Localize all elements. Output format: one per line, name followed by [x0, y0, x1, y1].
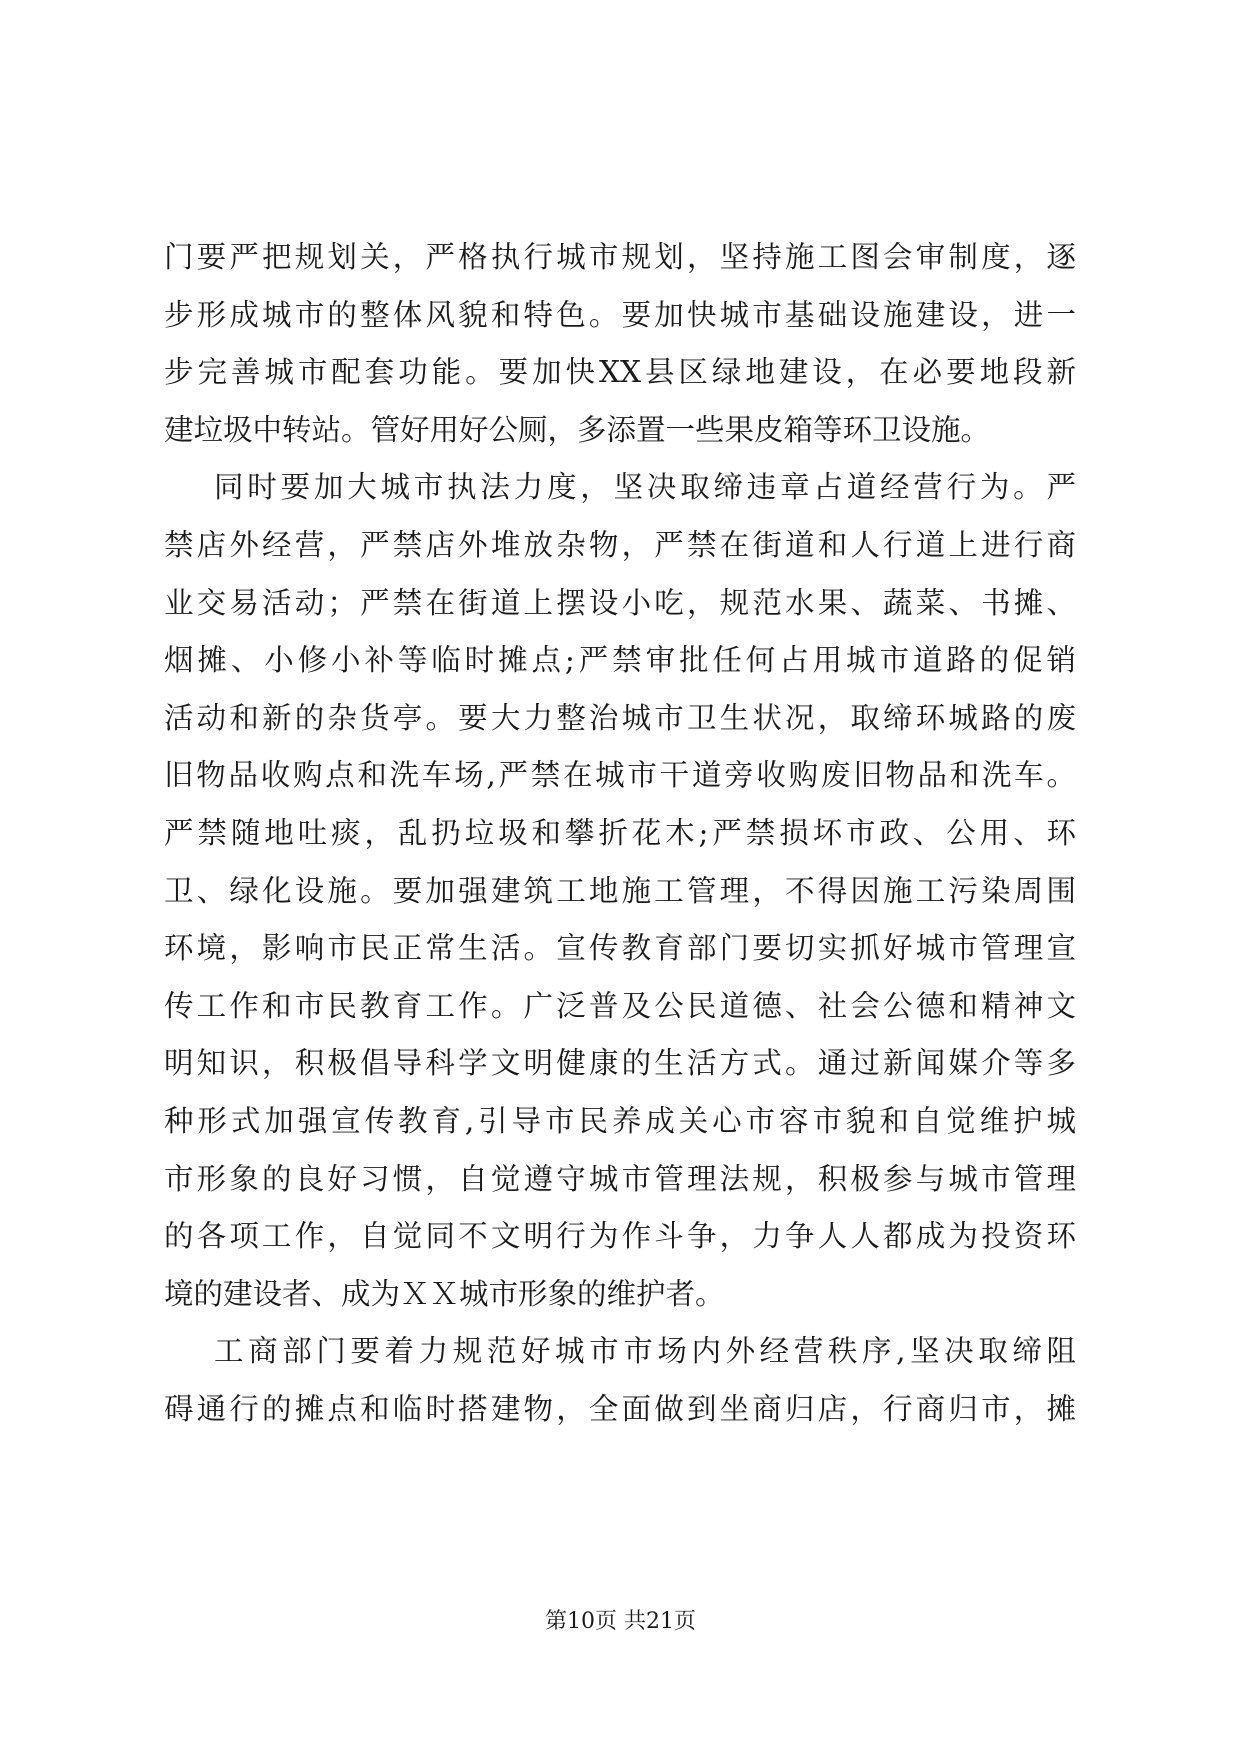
text-line: 明知识，积极倡导科学文明健康的生活方式。通过新闻媒介等多 — [164, 1046, 1076, 1081]
text-line: 境的建设者、成为ＸＸ城市形象的维护者。 — [164, 1276, 725, 1311]
text-line: 旧物品收购点和洗车场,严禁在城市干道旁收购废旧物品和洗车。 — [164, 758, 1076, 793]
text-line: 同时要加大城市执法力度，坚决取缔违章占道经营行为。严 — [214, 470, 1076, 505]
text-line: 种形式加强宣传教育,引导市民养成关心市容市貌和自觉维护城 — [164, 1103, 1076, 1138]
text-line: 步完善城市配套功能。要加快XX县区绿地建设，在必要地段新 — [164, 355, 1076, 390]
text-line: 活动和新的杂货亭。要大力整治城市卫生状况，取缔环城路的废 — [164, 700, 1076, 735]
text-line: 严禁随地吐痰，乱扔垃圾和攀折花木;严禁损坏市政、公用、环 — [164, 815, 1076, 850]
document-body — [164, 229, 1076, 1438]
text-line: 禁店外经营，严禁店外堆放杂物，严禁在街道和人行道上进行商 — [164, 527, 1076, 562]
text-line: 步形成城市的整体风貌和特色。要加快城市基础设施建设，进一 — [164, 297, 1076, 332]
text-line: 业交易活动；严禁在街道上摆设小吃，规范水果、蔬菜、书摊、 — [164, 585, 1076, 620]
text-line: 工商部门要着力规范好城市市场内外经营秩序,坚决取缔阻 — [214, 1334, 1076, 1369]
text-line: 传工作和市民教育工作。广泛普及公民道德、社会公德和精神文 — [164, 988, 1076, 1023]
text-line: 的各项工作，自觉同不文明行为作斗争，力争人人都成为投资环 — [164, 1219, 1076, 1254]
text-line: 门要严把规划关，严格执行城市规划，坚持施工图会审制度，逐 — [164, 240, 1076, 274]
text-line: 卫、绿化设施。要加强建筑工地施工管理，不得因施工污染周围 — [164, 873, 1076, 908]
text-line: 环境，影响市民正常生活。宣传教育部门要切实抓好城市管理宣 — [164, 931, 1076, 966]
text-line: 建垃圾中转站。管好用好公厕，多添置一些果皮箱等环卫设施。 — [164, 412, 991, 447]
page-footer: 第10页 共21页 — [545, 1609, 696, 1634]
text-line: 烟摊、小修小补等临时摊点;严禁审批任何占用城市道路的促销 — [164, 643, 1076, 678]
text-line: 碍通行的摊点和临时搭建物，全面做到坐商归店，行商归市，摊 — [164, 1391, 1076, 1426]
text-line: 市形象的良好习惯，自觉遵守城市管理法规，积极参与城市管理 — [164, 1161, 1076, 1196]
